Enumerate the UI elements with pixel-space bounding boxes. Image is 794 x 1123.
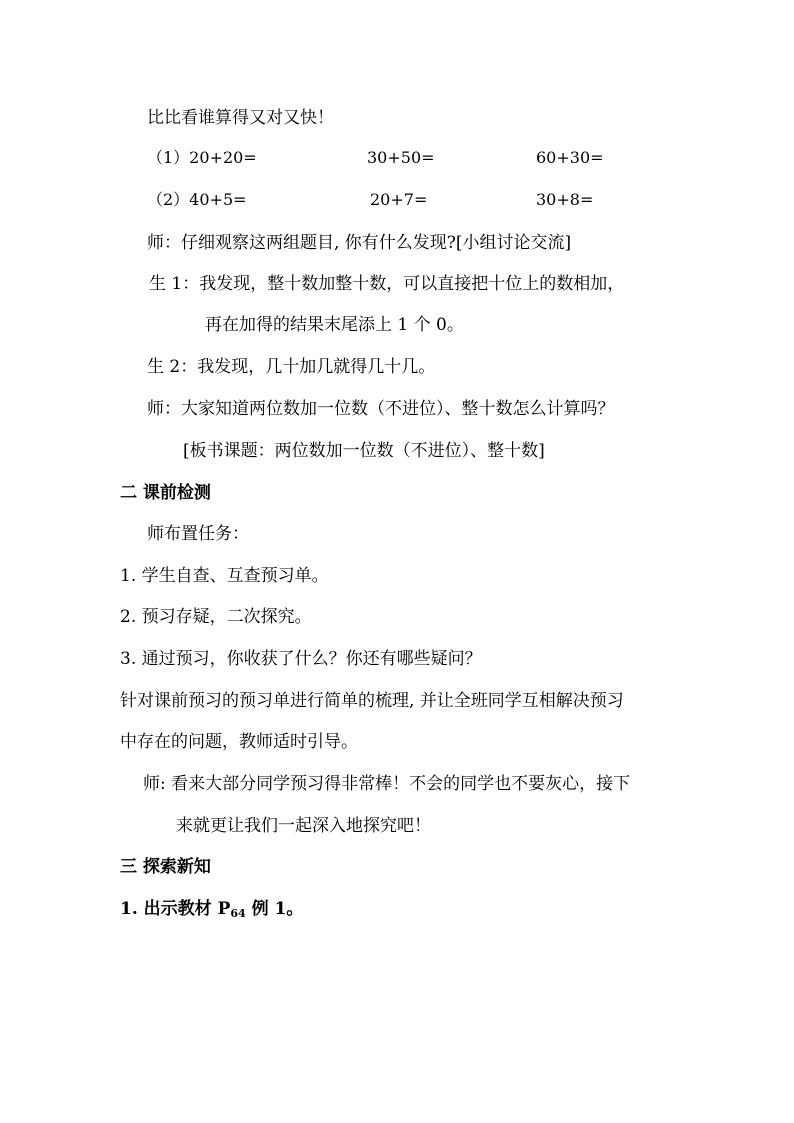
exercise-row2-label: （2）40+5= xyxy=(147,190,247,209)
exercise-row2-c: 30+8= xyxy=(536,190,594,209)
summary-paragraph-line2: 中存在的问题，教师适时引导。 xyxy=(120,732,358,752)
teacher-question-1: 师：仔细观察这两组题目, 你有什么发现?[小组讨论交流] xyxy=(147,233,572,253)
exercise-row1-c: 60+30= xyxy=(536,148,604,167)
exercise-row1-b: 30+50= xyxy=(367,148,435,167)
student1-line1: 生 1：我发现，整十数加整十数，可以直接把十位上的数相加， xyxy=(149,274,625,294)
exercise-row1-label: （1）20+20= xyxy=(147,148,257,167)
intro-title: 比比看谁算得又对又快！ xyxy=(147,108,334,128)
board-title: [板书课题：两位数加一位数（不进位）、整十数] xyxy=(183,441,545,461)
exercise-row2-b: 20+7= xyxy=(370,190,428,209)
teacher-question-2: 师：大家知道两位数加一位数（不进位）、整十数怎么计算吗？ xyxy=(147,399,615,419)
task-item: 3. 通过预习，你收获了什么？你还有哪些疑问？ xyxy=(120,649,482,669)
student2-line: 生 2：我发现，几十加几就得几十几。 xyxy=(147,357,436,377)
section3-item-prefix: 1. 出示教材 P xyxy=(120,899,231,919)
section3-heading: 三 探索新知 xyxy=(120,857,211,877)
section3-item xyxy=(120,898,303,925)
task-item: 2. 预习存疑，二次探究。 xyxy=(120,607,312,627)
section3-item-suffix: 例 1。 xyxy=(245,899,304,919)
teacher-encourage-line1: 师: 看来大部分同学预习得非常棒！不会的同学也不要灰心，接下 xyxy=(143,774,631,794)
task-item: 1. 学生自查、互查预习单。 xyxy=(120,566,329,586)
section2-intro: 师布置任务： xyxy=(147,524,249,544)
summary-paragraph-line1: 针对课前预习的预习单进行简单的梳理, 并让全班同学互相解决预习 xyxy=(120,691,624,711)
teacher-encourage-line2: 来就更让我们一起深入地探究吧！ xyxy=(176,816,431,836)
student1-line2: 再在加得的结果末尾添上 1 个 0。 xyxy=(205,315,464,335)
section3-item-subscript: 64 xyxy=(230,907,246,920)
section2-heading: 二 课前检测 xyxy=(120,483,211,503)
